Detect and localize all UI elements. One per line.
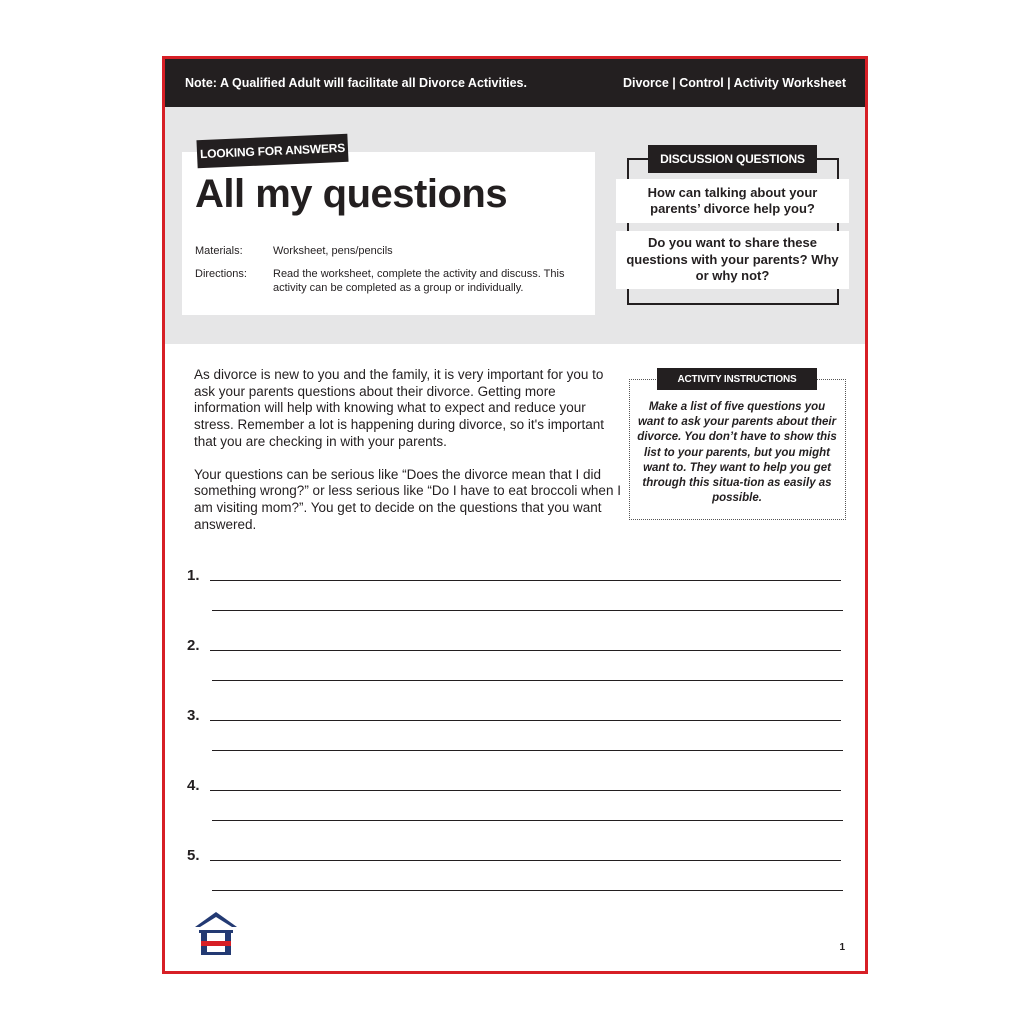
- answer-item: [187, 847, 847, 917]
- discussion-question-text: How can talking about your parents’ divorce help you?: [647, 184, 818, 216]
- intro-paragraph: Your questions can be serious like “Does the divorce mean that I did something wrong?” or less serious like “Do I have to eat broccoli when I am visiting mom?”. You get to decide on the questions that you want answered.: [194, 466, 621, 532]
- answer-number: 4.: [187, 777, 200, 794]
- answer-line[interactable]: [210, 860, 841, 861]
- facilitator-note: Note: A Qualified Adult will facilitate all Divorce Activities.: [185, 76, 527, 90]
- answer-line[interactable]: [212, 680, 843, 681]
- answer-number: 5.: [187, 847, 200, 864]
- answer-line[interactable]: [212, 890, 843, 891]
- answer-line[interactable]: [210, 720, 841, 721]
- answer-line[interactable]: [210, 790, 841, 791]
- breadcrumb: Divorce | Control | Activity Worksheet: [622, 76, 846, 90]
- materials-value: Worksheet, pens/pencils: [273, 245, 393, 257]
- answer-number: 3.: [187, 707, 200, 724]
- answer-item: [187, 637, 847, 707]
- answer-item: [187, 707, 847, 777]
- section-tag: LOOKING FOR ANSWERS: [196, 134, 348, 169]
- answer-line[interactable]: [210, 580, 841, 581]
- answer-item: [187, 567, 847, 637]
- answer-list: [187, 567, 847, 917]
- answer-number: 2.: [187, 637, 200, 654]
- page-number: 1: [839, 942, 845, 953]
- activity-text: Make a list of five questions you want to ask your parents about their divorce. You don’t have to show this list to your parents, but you might want to. They want to help you get through this situa-tion as easily as possible.: [637, 401, 837, 505]
- discussion-heading: DISCUSSION QUESTIONS: [648, 145, 817, 173]
- discussion-question: [616, 179, 849, 223]
- house-logo-icon: [194, 911, 238, 957]
- worksheet-page: [162, 56, 868, 974]
- answer-line[interactable]: [212, 750, 843, 751]
- page-title: All my questions: [195, 172, 508, 216]
- answer-line[interactable]: [212, 610, 843, 611]
- intro-paragraph: As divorce is new to you and the family, it is very important for you to ask your parents questions about their divorce. Getting more information will help with knowing what to expect and reduce your stress. Remember a lot is happening during divorce, so it's important that you are checking in with your parents.: [194, 367, 605, 449]
- answer-item: [187, 777, 847, 847]
- intro-text: [194, 367, 624, 549]
- discussion-question-text: Do you want to share these questions with your parents? Why or why not?: [626, 235, 839, 284]
- activity-heading: ACTIVITY INSTRUCTIONS: [657, 368, 817, 390]
- answer-line[interactable]: [210, 650, 841, 651]
- directions-value: Read the worksheet, complete the activity and discuss. This activity can be completed as a group or individually.: [273, 268, 565, 294]
- discussion-question: [616, 231, 849, 289]
- directions-label: Directions:: [195, 268, 247, 280]
- answer-number: 1.: [187, 567, 200, 584]
- materials-label: Materials:: [195, 245, 243, 257]
- answer-line[interactable]: [212, 820, 843, 821]
- header-bar: [165, 59, 865, 107]
